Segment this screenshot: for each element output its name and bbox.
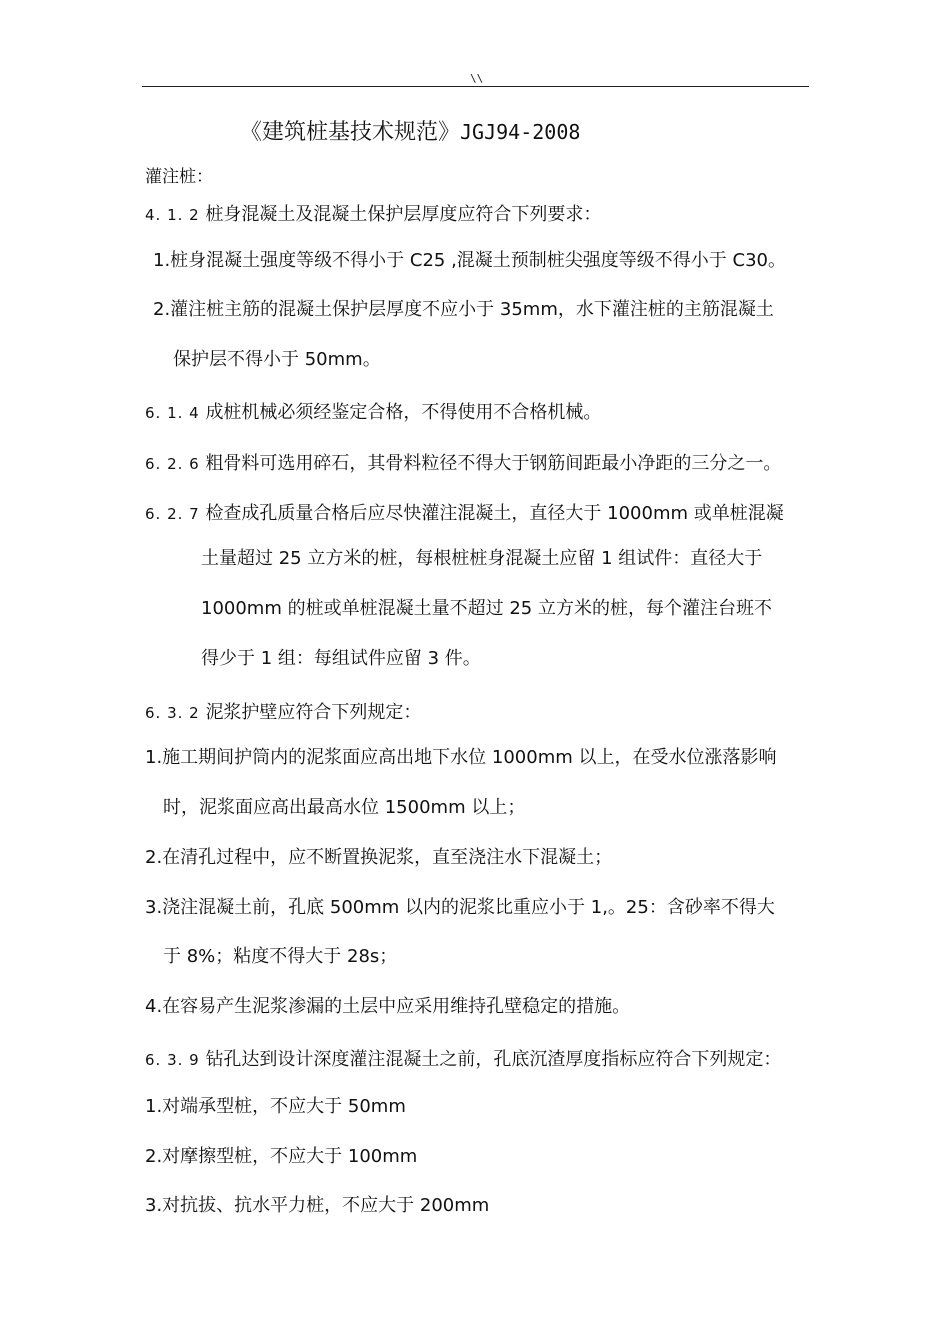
clause-6-1-4 [145, 401, 601, 425]
list-item: 1.对端承型桩，不应大于 50mm [145, 1096, 406, 1117]
clause-continuation: 土量超过 25 立方米的桩，每根桩桩身混凝土应留 1 组试件：直径大于 [201, 548, 763, 569]
clause-4-1-2 [145, 203, 601, 227]
clause-text: 检查成孔质量合格后应尽快灌注混凝土，直径大于 1000mm 或单桩混凝 [205, 503, 784, 524]
clause-text: 成桩机械必须经鉴定合格，不得使用不合格机械。 [205, 402, 602, 423]
page-title [240, 118, 580, 147]
title-main: 《建筑桩基技术规范》 [240, 120, 461, 145]
list-item: 3.对抗拔、抗水平力桩，不应大于 200mm [145, 1195, 490, 1216]
clause-number: 6. 3. 2 [145, 704, 200, 722]
list-item: 1.桩身混凝土强度等级不得小于 C25 ,混凝土预制桩尖强度等级不得小于 C30。 [153, 250, 787, 271]
list-item: 4.在容易产生泥浆渗漏的土层中应采用维持孔壁稳定的措施。 [145, 996, 631, 1017]
clause-number: 4. 1. 2 [145, 206, 200, 224]
clause-text: 粗骨料可选用碎石，其骨料粒径不得大于钢筋间距最小净距的三分之一。 [205, 453, 782, 474]
clause-6-3-2 [145, 701, 421, 725]
list-item: 2.对摩擦型桩，不应大于 100mm [145, 1146, 418, 1167]
header-rule [142, 86, 809, 87]
clause-6-2-7 [145, 502, 784, 526]
clause-number: 6. 2. 6 [145, 455, 200, 473]
clause-text: 钻孔达到设计深度灌注混凝土之前，孔底沉渣厚度指标应符合下列规定： [205, 1049, 782, 1070]
clause-number: 6. 1. 4 [145, 404, 200, 422]
clause-continuation: 得少于 1 组：每组试件应留 3 件。 [201, 648, 481, 669]
clause-text: 泥浆护壁应符合下列规定： [205, 702, 422, 723]
header-mark: \\ [470, 72, 484, 85]
clause-text: 桩身混凝土及混凝土保护层厚度应符合下列要求： [205, 204, 602, 225]
list-item-continuation: 时，泥浆面应高出最高水位 1500mm 以上； [163, 797, 526, 818]
clause-continuation: 1000mm 的桩或单桩混凝土量不超过 25 立方米的桩，每个灌注台班不 [201, 598, 772, 619]
list-item: 1.施工期间护筒内的泥浆面应高出地下水位 1000mm 以上，在受水位涨落影响 [145, 747, 777, 768]
clause-6-3-9 [145, 1048, 781, 1072]
list-item: 2.灌注桩主筋的混凝土保护层厚度不应小于 35mm，水下灌注桩的主筋混凝土 [153, 299, 774, 320]
clause-6-2-6 [145, 452, 781, 476]
list-item: 3.浇注混凝土前，孔底 500mm 以内的泥浆比重应小于 1,。25：含砂率不得大 [145, 897, 775, 918]
list-item-continuation: 保护层不得小于 50mm。 [173, 349, 381, 370]
clause-number: 6. 2. 7 [145, 505, 200, 523]
title-code: JGJ94-2008 [460, 120, 581, 144]
list-item-continuation: 于 8%；粘度不得大于 28s； [163, 946, 398, 967]
list-item: 2.在清孔过程中，应不断置换泥浆，直至浇注水下混凝土； [145, 847, 613, 868]
section-heading: 灌注桩： [145, 167, 213, 187]
clause-number: 6. 3. 9 [145, 1051, 200, 1069]
